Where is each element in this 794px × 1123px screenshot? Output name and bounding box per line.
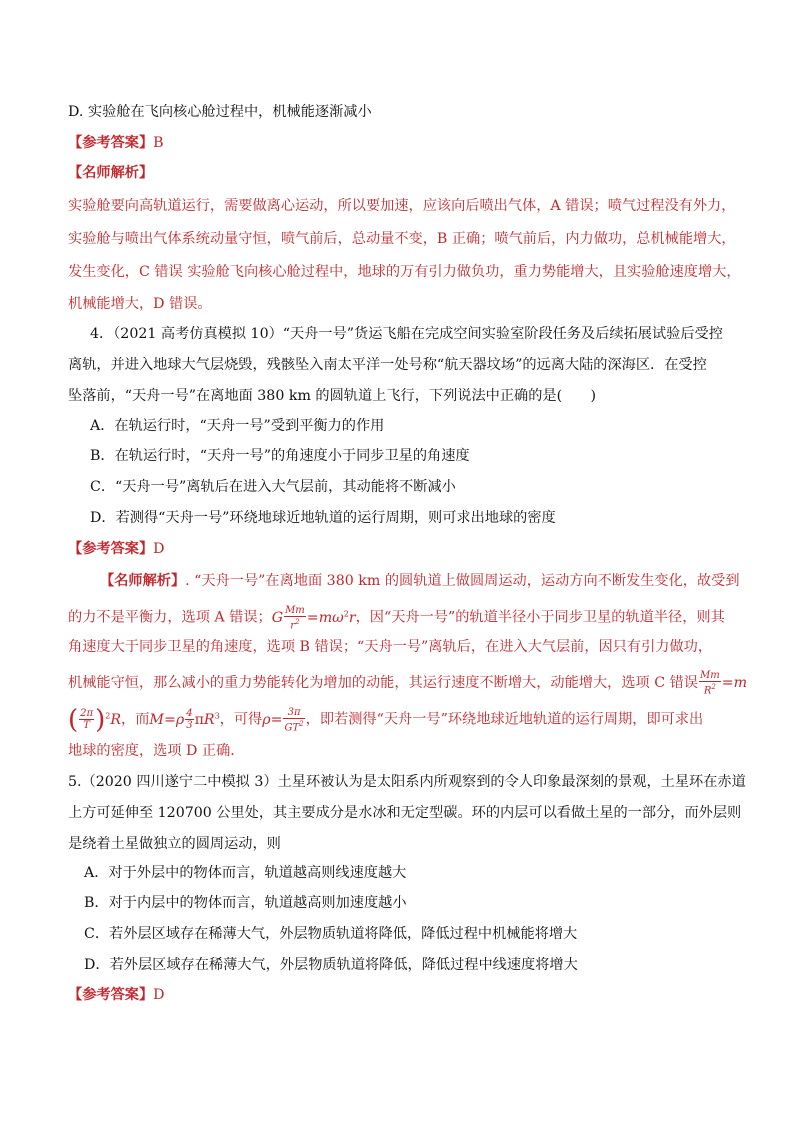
q5-stem-line: 是绕着土星做独立的圆周运动，则 — [68, 836, 281, 852]
q3-option-d: D. 实验舱在飞向核心舱过程中，机械能逐渐减小 — [68, 104, 372, 120]
ref-value: D — [153, 541, 165, 557]
analysis-text: 机械能守恒，那么减小的重力势能转化为增加的动能，其运行速度不断增大，动能增大，选项 C 错误 — [68, 675, 698, 692]
q3-analysis-label: 【名师解析】 — [68, 165, 154, 181]
q4-option-c: C．“天舟一号”离轨后在进入大气层前，其动能将不断减小 — [90, 479, 456, 495]
formula-period-term: ( $\frac{2\pi}{T}$ )$^2$R — [68, 704, 122, 735]
q4-option-b: B．在轨运行时，“天舟一号”的角速度小于同步卫星的角速度 — [90, 448, 470, 464]
q4-stem-line: 离轨，并进入地球大气层烧毁，残骸坠入南太平洋一处号称“航天器坟场”的远离大陆的深海区．在受控 — [68, 357, 707, 373]
formula-mass: M=ρ $\frac{4}{3}$ $\pi R^3$ — [149, 708, 220, 732]
ref-label: 【参考答案】 — [68, 135, 154, 151]
formula-density: ρ= $\frac{3\pi}{GT^2}$ — [262, 706, 304, 733]
q5-stem-line: 上方可延伸至 120700 公里处，其主要成分是水冰和无定型碳。环的内层可以看做土星的一部分，而外层则 — [68, 805, 742, 821]
q4-analysis-line4 — [68, 670, 747, 696]
analysis-text: ，因“天舟一号”的轨道半径小于同步卫星的轨道半径，则其 — [355, 609, 725, 626]
q4-reference-answer — [68, 539, 165, 559]
ref-label: 【参考答案】 — [68, 541, 154, 557]
analysis-text: ，可得 — [219, 711, 263, 728]
q4-analysis-line3: 角速度大于同步卫星的角速度，选项 B 错误；“天舟一号”离轨后，在进入大气层前，因只有引力做功， — [68, 639, 713, 655]
q3-reference-answer — [68, 133, 164, 153]
q5-option-b: B．对于内层中的物体而言，轨道越高则加速度越小 — [84, 895, 407, 911]
formula-gravity-period: $\frac{Mm}{R^2}$ =m — [699, 670, 748, 697]
q5-stem-line: 5.（2020 四川遂宁二中模拟 3）土星环被认为是太阳系内所观察到的令人印象最深刻的景观，土星环在赤道 — [68, 774, 746, 790]
q5-reference-answer — [68, 985, 165, 1005]
q4-analysis-line5 — [68, 706, 703, 733]
q4-analysis-line2 — [68, 604, 725, 631]
analysis-label: 【名师解析】 — [100, 573, 186, 589]
q4-stem-line: 坠落前，“天舟一号”在离地面 380 km 的圆轨道上飞行，下列说法中正确的是( ) — [68, 388, 597, 404]
ref-label: 【参考答案】 — [68, 987, 154, 1003]
analysis-text: ，即若测得“天舟一号”环绕地球近地轨道的运行周期，即可求出 — [305, 711, 704, 728]
formula-gravity-eq: G $\frac{Mm}{r^2}$ $=m\omega^2r$ — [271, 604, 356, 631]
analysis-text: 的力不是平衡力，选项 A 错误； — [68, 609, 272, 626]
q3-analysis-line: 实验舱与喷出气体系统动量守恒，喷气前后，总动量不变，B 正确；喷气前后，内力做功，总机械能增大， — [68, 231, 736, 247]
q4-analysis-line1 — [100, 571, 740, 591]
q5-option-c: C．若外层区域存在稀薄大气，外层物质轨道将降低，降低过程中机械能将增大 — [84, 926, 578, 942]
q4-analysis-line6: 地球的密度，选项 D 正确． — [68, 743, 245, 759]
ref-value: B — [153, 135, 164, 151]
q3-analysis-line: 发生变化，C 错误 实验舱飞向核心舱过程中，地球的万有引力做负功，重力势能增大，且实验舱速度增大， — [68, 264, 741, 280]
q4-stem-line: 4．（2021 高考仿真模拟 10）“天舟一号”货运飞船在完成空间实验室阶段任务及后续拓展试验后受控 — [90, 326, 723, 342]
q5-option-a: A．对于外层中的物体而言，轨道越高则线速度越大 — [84, 865, 407, 881]
q4-option-d: D．若测得“天舟一号”环绕地球近地轨道的运行周期，则可求出地球的密度 — [90, 510, 556, 526]
analysis-text: ，而 — [121, 711, 150, 728]
q4-option-a: A．在轨运行时，“天舟一号”受到平衡力的作用 — [90, 418, 385, 434]
ref-value: D — [153, 987, 165, 1003]
analysis-text: . “天舟一号”在离地面 380 km 的圆轨道上做圆周运动，运动方向不断发生变化，故受到 — [185, 573, 740, 589]
q3-analysis-line: 实验舱要向高轨道运行，需要做离心运动，所以要加速，应该向后喷出气体，A 错误；喷气过程没有外力， — [68, 198, 736, 214]
q3-analysis-line: 机械能增大，D 错误。 — [68, 296, 212, 312]
q5-option-d: D．若外层区域存在稀薄大气，外层物质轨道将降低，降低过程中线速度将增大 — [84, 957, 578, 973]
